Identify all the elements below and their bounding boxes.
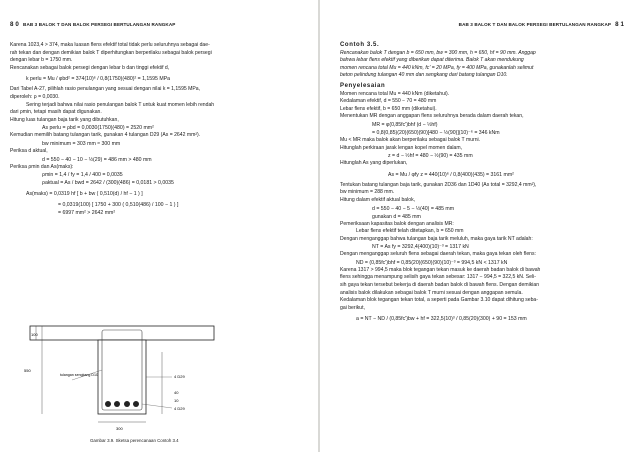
text-line: Momen rencana total Mu = 440 kNm (diketahui). [340, 90, 450, 97]
text-line: Karena 1023,4 > 374, maka luasan flens efektif total tidak perlu seluruhnya sebagai dae- [10, 42, 210, 48]
text-line: momen rencana total Mu = 440 kNm, fc' = 20 MPa, fy = 400 MPa, gunakanlah selimut [340, 64, 534, 71]
text-line: flens sehingga menampung selisih gaya tekan sebesar: 1317 − 994,5 = 322,5 kN. Seli- [340, 274, 536, 281]
left-running-title: BAB 3 BALOK T DAN BALOK PERSEGI BERTULANGAN RANGKAP [23, 22, 176, 27]
formula-k-perlu: k perlu = Mu / φbd² = 374(10)⁶ / 0,8(1750)(480)² = 1,1595 MPa [26, 76, 171, 83]
dim-label-h: 550 [24, 368, 31, 373]
text-line: Rencanakan sebagai balok persegi dengan lebar b dan tinggi efektif d, [10, 64, 170, 71]
text-line: Dari Tabel A-27, pilihlah rasio penulangan yang sesuai dengan nilai k = 1,1595 MPa, [10, 86, 201, 93]
text-line: Tentukan batang tulangan baja tarik, gunakan 2D36 dan 1D40 (As total = 3292,4 mm²), [340, 181, 537, 188]
text-line: Rencanakan balok T dengan b = 650 mm, bw = 300 mm, h = 650, hf = 90 mm. Anggap [340, 49, 536, 56]
text-line: Karena 1317 > 994,5 maka blok tegangan tekan masuk ke daerah badan balok di bawah [340, 266, 541, 273]
formula-d-use: gunakan d = 485 mm [372, 213, 421, 220]
text-line: Hitung dalam efektif aktual balok, [340, 196, 416, 203]
formula-rho-aktual: ρaktual = As / bwd = 2642 / (300)(486) = 0,0181 > 0,0035 [42, 180, 174, 187]
right-page-header [459, 21, 624, 28]
right-page-number: 8 1 [615, 21, 624, 28]
text-line: bw minimum = 288 mm. [340, 189, 395, 196]
example-heading: Contoh 3.5. [340, 42, 380, 48]
formula-rho-min: ρmin = 1,4 / fy = 1,4 / 400 = 0,0035 [42, 172, 123, 179]
formula-nd: ND = (0,85fc')bhf = 0,85(20)(650)(90)(10)⁻³ = 994,5 kN < 1317 kN [356, 259, 508, 266]
formula-d-aktual: d = 550 − 40 − 10 − ½(29) = 486 mm > 480 mm [42, 156, 152, 163]
left-page-header [10, 21, 175, 28]
formula-d: d = 550 − 40 − 5 − ½(40) = 485 mm [372, 205, 455, 212]
formula-bw-min: bw minimum = 303 mm ≈ 300 mm [42, 140, 121, 147]
text-line: rah tekan dan dengan demikian balok T diperhitungkan berperilaku sebagai balok persegi [10, 49, 212, 56]
formula-z: z = d − ½hf = 480 − ½(90) = 435 mm [388, 153, 473, 160]
text-line: analisis balok dilakukan sebagai balok T murni sesuai dengan anggapan semula. [340, 289, 523, 296]
text-line: Lebar flens efektif telah ditetapkan, b = 650 mm [356, 228, 464, 235]
formula-nt: NT = As fy = 3292,4(400)(10)⁻³ = 1317 kN [372, 244, 469, 251]
rebar-mark [105, 401, 111, 407]
text-line: gai berikut, [340, 304, 365, 311]
rebar-mark [124, 401, 130, 407]
label-stirrup: tulangan sengkang D10 [60, 373, 98, 377]
formula-mr: MR = φ(0,85fc')bhf (d − ½hf) [372, 121, 438, 128]
right-page [320, 0, 638, 452]
text-line: Periksa ρmin dan As(maks): [10, 163, 74, 170]
text-line: bahwa lebar flens efektif yang diberikan dapat diterima. Balok T akan mendukung [340, 57, 524, 64]
text-line: Kedalaman efektif, d = 550 − 70 = 480 mm [340, 98, 437, 105]
formula-as-perlu: As perlu = ρbd = 0,0030(1750)(480) = 2520 mm² [42, 125, 154, 132]
formula-as: As = Mu / φfy z = 440(10)⁶ / 0,8(400)(435) = 3161 mm² [388, 171, 514, 178]
text-line: Menentukan MR dengan anggapan flens seluruhnya berada dalam daerah tekan, [340, 113, 524, 120]
text-line: Hitung luas tulangan baja tarik yang dibutuhkan, [10, 116, 119, 123]
formula-mr-2: = 0,8(0,85)(20)(650)(90)[480 − ½(90)](10)⁻⁶ = 346 kNm [372, 129, 500, 136]
text-line: Hitunglah As yang diperlukan, [340, 160, 408, 167]
formula-as-maks-3: = 6997 mm² > 2642 mm² [58, 210, 116, 217]
formula-as-maks-2: = 0,0319(100) [ 1750 + 300 ( 0,510(486) / 100 − 1 ) ] [58, 202, 179, 209]
formula-as-maks: As(maks) = 0,0319 hf [ b + bw ( 0,510(d) / hf − 1 ) ] [26, 191, 143, 198]
solution-heading: Penyelesaian [340, 82, 386, 89]
text-line: Hitunglah perkiraan jarak lengan kopel momen dalam, [340, 144, 463, 151]
text-line: Kemudian memilih batang tulangan tarik, gunakan 4 tulangan D29 (As = 2642 mm²). [10, 132, 201, 139]
text-line: Lebar flens efektif, b = 650 mm (diketahui). [340, 105, 437, 112]
label-bars: 4 D29 [174, 406, 185, 411]
text-line: dari ρmin, tetapi masih dapat digunakan. [10, 109, 102, 116]
text-line: Kedalaman blok tegangan tekan total, a seperti pada Gambar 3.10 dapat dihitung seba- [340, 297, 538, 304]
label-bars-top: 4 D29 [174, 374, 185, 379]
label-stirrup-size: 10 [174, 398, 179, 403]
text-line: sih gaya tekan tersebut bekerja di daerah badan balok di bawah flens. Dengan demikian [340, 282, 540, 289]
left-page-body [10, 42, 308, 217]
figure-caption: Gambar 3.9. Sketsa perencanaan Contoh 3.4 [90, 438, 179, 443]
formula-a: a = NT − ND / (0,85fc')bw + hf = 322,5(10)³ / 0,85(20)(300) + 90 = 153 mm [356, 316, 527, 323]
dim-label-hf: 100 [31, 332, 38, 337]
label-cover: 40 [174, 390, 179, 395]
rebar-mark [133, 401, 139, 407]
text-line: Dengan menganggap seluruh flens sebagai daerah tekan, maka gaya tekan oleh flens: [340, 251, 536, 258]
text-line: dengan lebar b = 1750 mm. [10, 57, 73, 64]
beam-section-figure [22, 322, 222, 432]
right-running-title: BAB 3 BALOK T DAN BALOK PERSEGI BERTULANGAN RANGKAP [458, 22, 611, 27]
text-line: Pemeriksaan kapasitas balok dengan analisis MR: [340, 220, 454, 227]
text-line: Periksa d aktual, [10, 147, 48, 154]
left-page-number: 8 0 [10, 21, 19, 28]
right-page-body [340, 42, 630, 323]
text-line: Mu < MR maka balok akan berperilaku sebagai balok T murni. [340, 136, 481, 143]
left-page [0, 0, 318, 452]
text-line: Dengan menganggap bahwa tulangan baja tarik meluluh, maka gaya tarik NT adalah: [340, 235, 533, 242]
rebar-mark [114, 401, 120, 407]
text-line: beton pelindung tulangan 40 mm dan sengkang dari batang tulangan D10. [340, 72, 508, 79]
dim-label-bw: 300 [116, 426, 123, 431]
text-line: Sering terjadi bahwa nilai rasio penulangan balok T untuk kuat momen lebih rendah [26, 101, 215, 108]
text-line: diperoleh: ρ = 0,0030. [10, 93, 60, 100]
